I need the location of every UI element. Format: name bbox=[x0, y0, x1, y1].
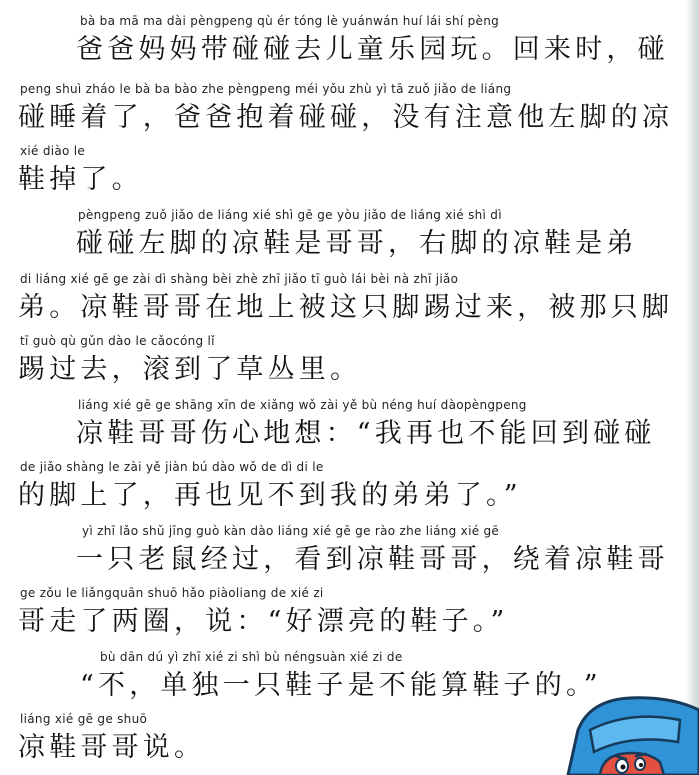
text-line-3 bbox=[0, 142, 680, 204]
pinyin-line: ge zǒu le liǎngquān shuō hǎo piàoliang de xié zi bbox=[20, 586, 324, 600]
hanzi-line: 弟。凉鞋哥哥在地上被这只脚踢过来，被那只脚 bbox=[18, 292, 674, 323]
pinyin-line: peng shuì zháo le bà ba bào zhe pèngpeng méi yǒu zhù yì tā zuǒ jiǎo de liáng bbox=[20, 82, 512, 96]
pinyin-line: yì zhī lǎo shǔ jīng guò kàn dào liáng xié gē ge rào zhe liáng xié gē bbox=[82, 524, 500, 538]
cartoon-sandal-illustration bbox=[560, 690, 699, 775]
pinyin-line: bà ba mā ma dài pèngpeng qù ér tóng lè yuánwán huí lái shí pèng bbox=[80, 14, 500, 28]
hanzi-line: 的脚上了，再也见不到我的弟弟了。” bbox=[18, 480, 522, 511]
text-line-7 bbox=[0, 396, 680, 458]
pinyin-line: bù dān dú yì zhī xié zi shì bù néngsuàn xié zi de bbox=[100, 650, 403, 664]
hanzi-line: 凉鞋哥哥说。 bbox=[18, 732, 206, 763]
hanzi-line: 凉鞋哥哥伤心地想：“我再也不能回到碰碰 bbox=[76, 418, 656, 449]
pinyin-line: liáng xié gē ge shāng xīn de xiǎng wǒ zài yě bù néng huí dàopèngpeng bbox=[78, 398, 527, 412]
hanzi-line: “不，单独一只鞋子是不能算鞋子的。” bbox=[80, 670, 602, 701]
text-line-2 bbox=[0, 80, 680, 142]
text-line-10 bbox=[0, 584, 680, 646]
hanzi-line: 踢过去，滚到了草丛里。 bbox=[18, 354, 362, 385]
pinyin-line: liáng xié gē ge shuō bbox=[20, 712, 148, 726]
hanzi-line: 哥走了两圈，说：“好漂亮的鞋子。” bbox=[18, 606, 509, 637]
text-line-9 bbox=[0, 522, 680, 584]
hanzi-line: 鞋掉了。 bbox=[18, 164, 143, 195]
pinyin-line: pèngpeng zuǒ jiǎo de liáng xié shì gē ge yòu jiǎo de liáng xié shì dì bbox=[78, 208, 502, 222]
hanzi-line: 碰碰左脚的凉鞋是哥哥，右脚的凉鞋是弟 bbox=[76, 228, 638, 259]
text-line-8 bbox=[0, 458, 680, 520]
text-line-4 bbox=[0, 206, 680, 268]
text-line-1 bbox=[0, 12, 680, 74]
hanzi-line: 碰睡着了，爸爸抱着碰碰，没有注意他左脚的凉 bbox=[18, 102, 674, 133]
pinyin-line: di liáng xié gē ge zài dì shàng bèi zhè zhī jiǎo tī guò lái bèi nà zhī jiǎo bbox=[20, 272, 459, 286]
pinyin-line: de jiǎo shàng le zài yě jiàn bú dào wǒ de dì di le bbox=[20, 460, 324, 474]
hanzi-line: 一只老鼠经过，看到凉鞋哥哥，绕着凉鞋哥 bbox=[76, 544, 669, 575]
pinyin-line: tī guò qù gǔn dào le cǎocóng lǐ bbox=[20, 334, 215, 348]
text-line-5 bbox=[0, 270, 680, 332]
pinyin-line: xié diào le bbox=[20, 144, 86, 158]
hanzi-line: 爸爸妈妈带碰碰去儿童乐园玩。回来时，碰 bbox=[76, 34, 669, 65]
text-line-6 bbox=[0, 332, 680, 394]
